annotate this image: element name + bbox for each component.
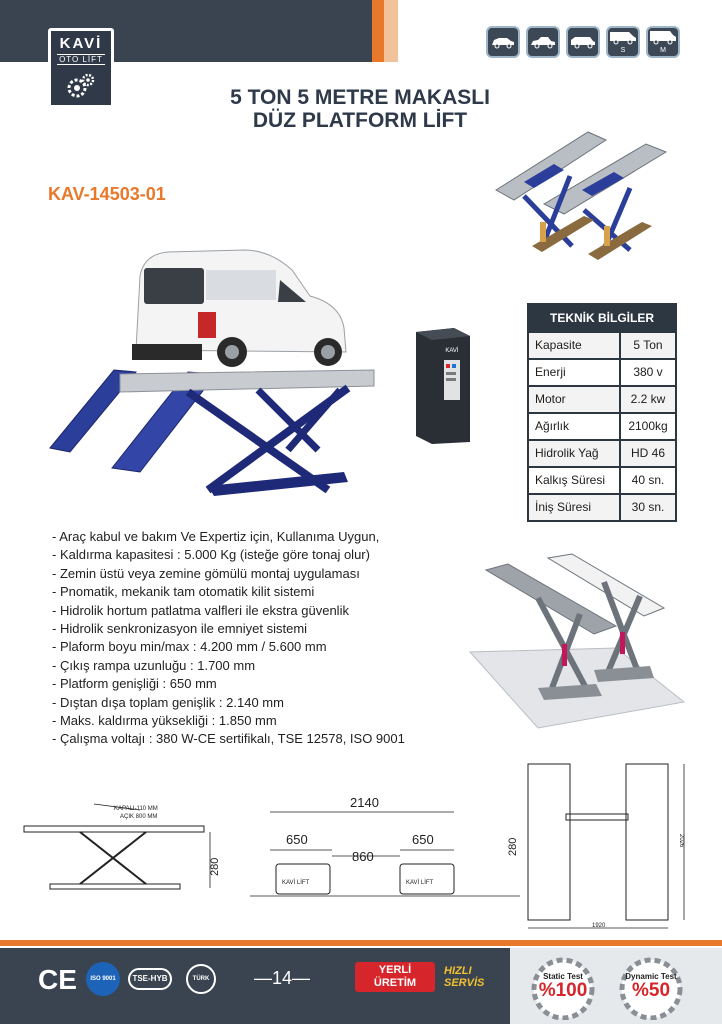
tse-badge: TSE-HYB (128, 968, 172, 990)
brand-name: KAVİ (59, 35, 103, 52)
static-test-label: Static Test (543, 972, 583, 981)
platform-left-dim: 650 (286, 832, 308, 847)
table-row (529, 385, 675, 412)
lift-render-image (468, 552, 688, 732)
control-box-image (414, 326, 472, 446)
feature-list (52, 528, 472, 749)
list-item: - Araç kabul ve bakım Ve Expertiz için, Kullanıma Uygun, (52, 528, 472, 546)
platform-tag: KAVİ LİFT (406, 880, 434, 886)
spec-label: Ağırlık (529, 414, 621, 439)
spec-table-heading: TEKNİK BİLGİLER (529, 305, 675, 331)
header-accent-light (384, 0, 398, 62)
top-length-dim: 2026 (678, 834, 684, 848)
spec-table (527, 303, 677, 522)
van-on-lift-image (48, 240, 388, 502)
spec-value: 2.2 kw (621, 387, 675, 412)
van-m-icon (646, 26, 680, 58)
spec-label: Kapasite (529, 333, 621, 358)
lift-isometric-image (484, 118, 680, 270)
control-box-label: KAVİ (445, 348, 459, 354)
gear-icon (66, 71, 96, 101)
ce-mark: CE (38, 964, 77, 995)
spec-label: İniş Süresi (529, 495, 621, 520)
list-item: - Platform genişliği : 650 mm (52, 675, 472, 693)
side-closed-label: KAPALI-110 MM (114, 806, 158, 812)
spec-value: 2100kg (621, 414, 675, 439)
dynamic-test-label: Dynamic Test (625, 972, 677, 981)
spec-value: 5 Ton (621, 333, 675, 358)
spec-value: HD 46 (621, 441, 675, 466)
list-item: - Pnomatik, mekanik tam otomatik kilit sistemi (52, 583, 472, 601)
spec-label: Enerji (529, 360, 621, 385)
header-accent (372, 0, 384, 62)
sedan-icon (526, 26, 560, 58)
list-item: - Maks. kaldırma yüksekliği : 1.850 mm (52, 712, 472, 730)
spec-value: 40 sn. (621, 468, 675, 493)
van-size-label: S (620, 47, 626, 54)
spec-label: Hidrolik Yağ (529, 441, 621, 466)
yerli-line-2: ÜRETİM (373, 977, 417, 989)
spec-value: 30 sn. (621, 495, 675, 520)
brand-logo (48, 28, 114, 108)
iso-badge: ISO 9001 (86, 962, 120, 996)
yerli-uretim-badge (355, 962, 435, 992)
hizli-line-1: HIZLI (444, 965, 472, 977)
yerli-line-1: YERLİ (378, 964, 412, 976)
spec-value: 380 v (621, 360, 675, 385)
dynamic-test-value: %50 (631, 980, 671, 1001)
total-width-dim: 2140 (350, 795, 379, 810)
dynamic-test-badge (616, 954, 686, 1020)
platform-tag: KAVİ LİFT (282, 880, 310, 886)
technical-drawing (20, 760, 710, 936)
van-size-label: M (660, 47, 666, 54)
title-line-1: 5 TON 5 METRE MAKASLI (230, 86, 490, 109)
brand-sub: OTO LİFT (57, 54, 105, 65)
list-item: - Dıştan dışa toplam genişlik : 2.140 mm (52, 694, 472, 712)
page-number: —14— (254, 968, 311, 988)
table-row (529, 331, 675, 358)
spec-label: Kalkış Süresi (529, 468, 621, 493)
table-row (529, 439, 675, 466)
table-row (529, 412, 675, 439)
top-width-dim: 1920 (592, 923, 606, 929)
list-item: - Hidrolik hortum patlatma valfleri ile ekstra güvenlik (52, 602, 472, 620)
static-test-badge (528, 954, 598, 1020)
side-height-dim: 280 (209, 857, 221, 876)
table-row (529, 493, 675, 520)
list-item: - Kaldırma kapasitesi : 5.000 Kg (isteğe göre tonaj olur) (52, 546, 472, 564)
van-s-icon (606, 26, 640, 58)
list-item: - Hidrolik senkronizasyon ile emniyet sistemi (52, 620, 472, 638)
static-test-value: %100 (538, 980, 588, 1001)
model-code: KAV-14503-01 (48, 184, 166, 204)
platform-right-dim: 650 (412, 832, 434, 847)
suv-icon (566, 26, 600, 58)
hizli-line-2: SERVİS (444, 977, 485, 989)
turk-badge: TÜRK (186, 964, 216, 994)
list-item: - Zemin üstü veya zemine gömülü montaj uygulaması (52, 565, 472, 583)
side-open-label: AÇIK 800 MM (120, 814, 158, 820)
spec-label: Motor (529, 387, 621, 412)
list-item: - Çıkış rampa uzunluğu : 1.700 mm (52, 657, 472, 675)
vehicle-type-icons (486, 26, 680, 58)
hizli-servis-badge (444, 962, 500, 992)
title-line-2: DÜZ PLATFORM LİFT (252, 109, 468, 132)
list-item: - Çalışma voltajı : 380 W-CE sertifikalı, TSE 12578, ISO 9001 (52, 730, 472, 748)
footer-line (0, 940, 722, 946)
table-row (529, 466, 675, 493)
table-row (529, 358, 675, 385)
list-item: - Plaform boyu min/max : 4.200 mm / 5.600 mm (52, 638, 472, 656)
front-height-dim: 280 (507, 837, 519, 856)
page-number-value: 14 (272, 968, 293, 988)
car-icon (486, 26, 520, 58)
gap-dim: 860 (352, 849, 374, 864)
